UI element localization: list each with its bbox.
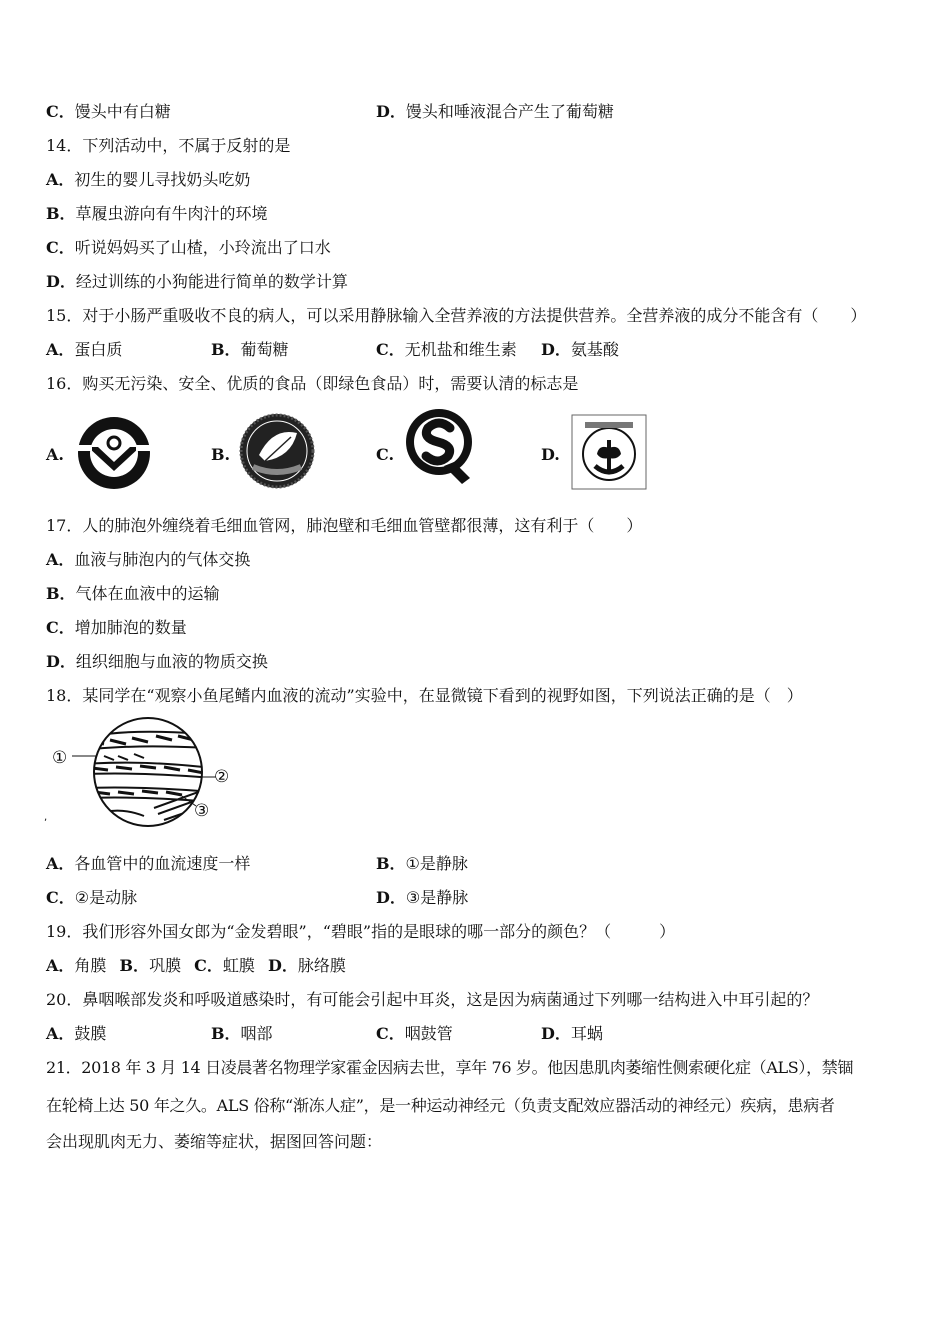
option-text: 增加肺泡的数量 (74, 618, 187, 637)
logo-a-icon (74, 413, 154, 493)
option-label: B． (119, 956, 150, 975)
option-label: B． (376, 854, 406, 873)
option-label: A． (46, 956, 75, 975)
q15-option-b (211, 340, 289, 360)
option-label: A． (46, 170, 75, 189)
option-label: D． (46, 652, 76, 671)
q13-option-d (376, 102, 614, 122)
option-text: 巩膜 (149, 956, 182, 975)
option-label: C． (376, 1024, 405, 1043)
q17-stem: 17．人的肺泡外缠绕着毛细血管网，肺泡壁和毛细血管壁都很薄，这有利于（ ） (46, 516, 643, 535)
option-label: C． (376, 340, 405, 359)
option-text: 组织细胞与血液的物质交换 (75, 652, 268, 671)
option-label: C． (194, 956, 223, 975)
option-text: 草履虫游向有牛肉汁的环境 (75, 204, 268, 223)
option-label: D． (541, 340, 571, 359)
q20-option-c (376, 1024, 453, 1044)
q18-option-c (46, 888, 137, 908)
option-text: 鼓膜 (74, 1024, 107, 1043)
q16-option-b-label: B. (211, 445, 231, 464)
q16-option-c-label: C. (376, 445, 395, 464)
option-text: 虹膜 (222, 956, 255, 975)
q14-stem: 14．下列活动中，不属于反射的是 (46, 136, 291, 155)
q16-option-a-label: A. (46, 445, 64, 464)
figure-label-1: ① (52, 748, 68, 768)
option-text: ①是静脉 (405, 854, 468, 873)
q14-option-b (46, 204, 268, 224)
option-text: 耳蜗 (570, 1024, 603, 1043)
option-text: 脉络膜 (297, 956, 346, 975)
option-text: 角膜 (74, 956, 107, 975)
q18-option-b (376, 854, 468, 874)
option-label: D． (541, 1024, 571, 1043)
q19-stem: 19．我们形容外国女郎为“金发碧眼”，“碧眼”指的是眼球的哪一部分的颜色？（ ） (46, 922, 676, 941)
option-label: B． (211, 340, 241, 359)
q21-line-3: 会出现肌肉无力、萎缩等症状，据图回答问题： (46, 1132, 383, 1151)
option-text: 各血管中的血流速度一样 (74, 854, 251, 873)
q17-option-a (46, 550, 250, 570)
q15-stem: 15．对于小肠严重吸收不良的病人，可以采用静脉输入全营养液的方法提供营养。全营养液的成分不能含有（ ） (46, 306, 867, 325)
q15-option-a (46, 340, 122, 360)
q18-option-d (376, 888, 468, 908)
option-label: C． (46, 888, 75, 907)
option-text: ③是静脉 (405, 888, 469, 907)
q17-option-c (46, 618, 187, 638)
q15-option-d (541, 340, 619, 360)
q16-option-d-label: D. (541, 445, 560, 464)
logo-c-icon (404, 406, 474, 486)
option-label: B． (211, 1024, 241, 1043)
q18-option-a (46, 854, 250, 874)
q17-option-d (46, 652, 268, 672)
option-text: 馒头中有白糖 (74, 102, 171, 121)
q20-option-b (211, 1024, 273, 1044)
option-label: D． (268, 956, 298, 975)
svg-text:,: , (44, 812, 48, 823)
q21-line-1: 21．2018 年 3 月 14 日凌晨著名物理学家霍金因病去世，享年 76 岁。他因患肌肉萎缩性侧索硬化症（ALS），禁锢 (46, 1058, 854, 1077)
option-label: B． (46, 584, 76, 603)
q15-option-c (376, 340, 517, 360)
q20-option-a (46, 1024, 106, 1044)
q19-options (46, 956, 346, 976)
option-label: D． (46, 272, 76, 291)
logo-d-icon (571, 414, 647, 490)
q16-stem: 16．购买无污染、安全、优质的食品（即绿色食品）时，需要认清的标志是 (46, 374, 579, 393)
option-label: B． (46, 204, 76, 223)
q20-option-d (541, 1024, 603, 1044)
option-label: D． (376, 102, 406, 121)
q20-stem: 20．鼻咽喉部发炎和呼吸道感染时，有可能会引起中耳炎，这是因为病菌通过下列哪一结构进入中耳引起的？ (46, 990, 819, 1009)
option-text: 气体在血液中的运输 (75, 584, 220, 603)
option-text: 蛋白质 (74, 340, 123, 359)
option-text: 经过训练的小狗能进行简单的数学计算 (75, 272, 348, 291)
option-label: C． (46, 102, 75, 121)
q18-stem: 18．某同学在“观察小鱼尾鳍内血液的流动”实验中，在显微镜下看到的视野如图，下列说法正确的是（ ） (46, 686, 803, 705)
q17-option-b (46, 584, 220, 604)
q14-option-a (46, 170, 250, 190)
option-label: A． (46, 854, 75, 873)
option-label: D． (376, 888, 406, 907)
option-text: 血液与肺泡内的气体交换 (74, 550, 251, 569)
option-text: 咽鼓管 (404, 1024, 453, 1043)
option-label: C． (46, 618, 75, 637)
option-label: A． (46, 340, 75, 359)
option-text: 听说妈妈买了山楂，小玲流出了口水 (74, 238, 331, 257)
option-text: 氨基酸 (570, 340, 619, 359)
logo-b-icon (237, 411, 317, 491)
option-label: C． (46, 238, 75, 257)
option-text: ②是动脉 (74, 888, 138, 907)
option-text: 无机盐和维生素 (404, 340, 517, 359)
figure-label-2: ② (214, 767, 230, 787)
figure-label-3: ③ (194, 801, 210, 821)
option-text: 咽部 (240, 1024, 273, 1043)
option-text: 初生的婴儿寻找奶头吃奶 (74, 170, 251, 189)
option-text: 葡萄糖 (240, 340, 289, 359)
q14-option-d (46, 272, 348, 292)
q13-option-c (46, 102, 171, 122)
option-label: A． (46, 550, 75, 569)
q21-line-2: 在轮椅上达 50 年之久。ALS 俗称“渐冻人症”，是一种运动神经元（负责支配效应器活动的神经元）疾病，患病者 (46, 1096, 835, 1115)
option-text: 馒头和唾液混合产生了葡萄糖 (405, 102, 614, 121)
q14-option-c (46, 238, 331, 258)
option-label: A． (46, 1024, 75, 1043)
